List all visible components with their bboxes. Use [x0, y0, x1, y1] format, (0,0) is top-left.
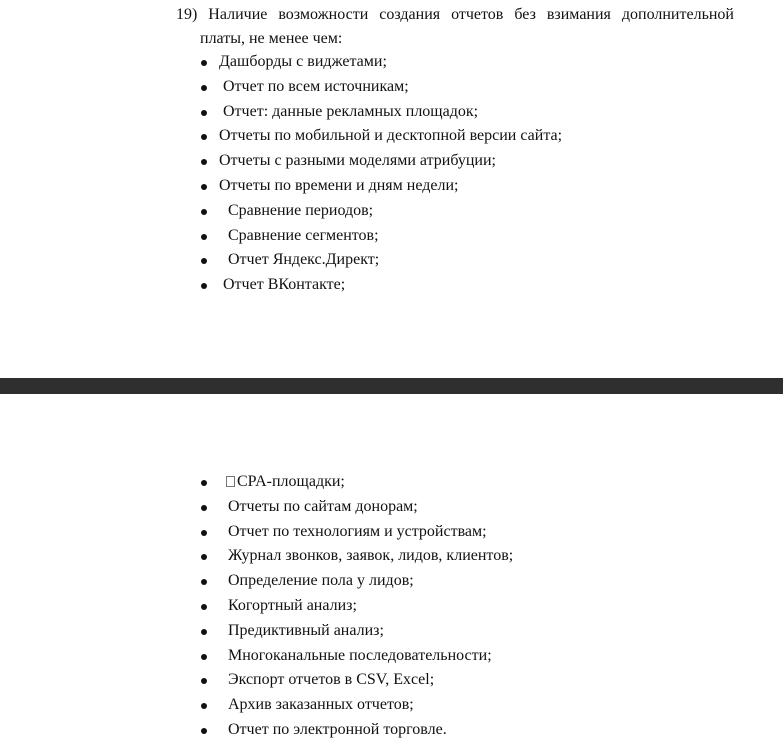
list-item: Журнал звонков, заявок, лидов, клиентов;	[0, 544, 783, 569]
list-item: Отчет: данные рекламных площадок;	[0, 100, 783, 125]
bullet-icon	[201, 554, 207, 560]
bullet-icon	[201, 654, 207, 660]
bullet-icon	[201, 234, 207, 240]
bullet-icon	[201, 184, 207, 190]
missing-glyph-icon	[226, 476, 235, 487]
list-item: Сравнение сегментов;	[0, 224, 783, 249]
list-item: Отчет Яндекс.Директ;	[0, 248, 783, 273]
list-item: Отчет по технологиям и устройствам;	[0, 520, 783, 545]
list-item: Определение пола у лидов;	[0, 569, 783, 594]
list-item: Дашборды с виджетами;	[0, 50, 783, 75]
bullet-icon	[201, 678, 207, 684]
list-item: Отчет по всем источникам;	[0, 75, 783, 100]
list-item: Отчеты с разными моделями атрибуции;	[0, 149, 783, 174]
list-item: Отчеты по сайтам донорам;	[0, 495, 783, 520]
bullet-icon	[201, 530, 207, 536]
bullet-icon	[201, 505, 207, 511]
list-item: Отчеты по мобильной и десктопной версии сайта;	[0, 124, 783, 149]
bullet-icon	[201, 209, 207, 215]
bullet-icon	[201, 480, 207, 486]
bullet-icon	[201, 85, 207, 91]
list-item: Отчет по электронной торговле.	[0, 718, 783, 743]
list-item: Сравнение периодов;	[0, 199, 783, 224]
bullet-icon	[201, 629, 207, 635]
requirement-heading	[176, 5, 734, 49]
list-item: Архив заказанных отчетов;	[0, 693, 783, 718]
bullet-icon	[201, 258, 207, 264]
bullet-icon	[201, 110, 207, 116]
list-item: Предиктивный анализ;	[0, 619, 783, 644]
list-item: Отчет ВКонтакте;	[0, 273, 783, 298]
bullet-icon	[201, 60, 207, 66]
document-page-bottom	[0, 394, 783, 740]
page-break-divider	[0, 378, 783, 394]
heading-line-2: платы, не менее чем:	[200, 30, 343, 47]
bullet-icon	[201, 159, 207, 165]
bullet-icon	[201, 579, 207, 585]
list-item: Отчеты по времени и дням недели;	[0, 174, 783, 199]
list-item: Многоканальные последовательности;	[0, 644, 783, 669]
bullet-icon	[201, 703, 207, 709]
bullet-icon	[201, 134, 207, 140]
bullet-icon	[201, 604, 207, 610]
top-bullet-list	[0, 50, 783, 298]
list-item: CPA-площадки;	[0, 470, 783, 495]
bullet-icon	[201, 728, 207, 734]
list-item: Когортный анализ;	[0, 594, 783, 619]
heading-line-1: 19) Наличие возможности создания отчетов без взимания дополнительной	[176, 6, 734, 23]
bullet-icon	[201, 283, 207, 289]
list-item: Экспорт отчетов в CSV, Excel;	[0, 668, 783, 693]
bottom-bullet-list	[0, 470, 783, 743]
